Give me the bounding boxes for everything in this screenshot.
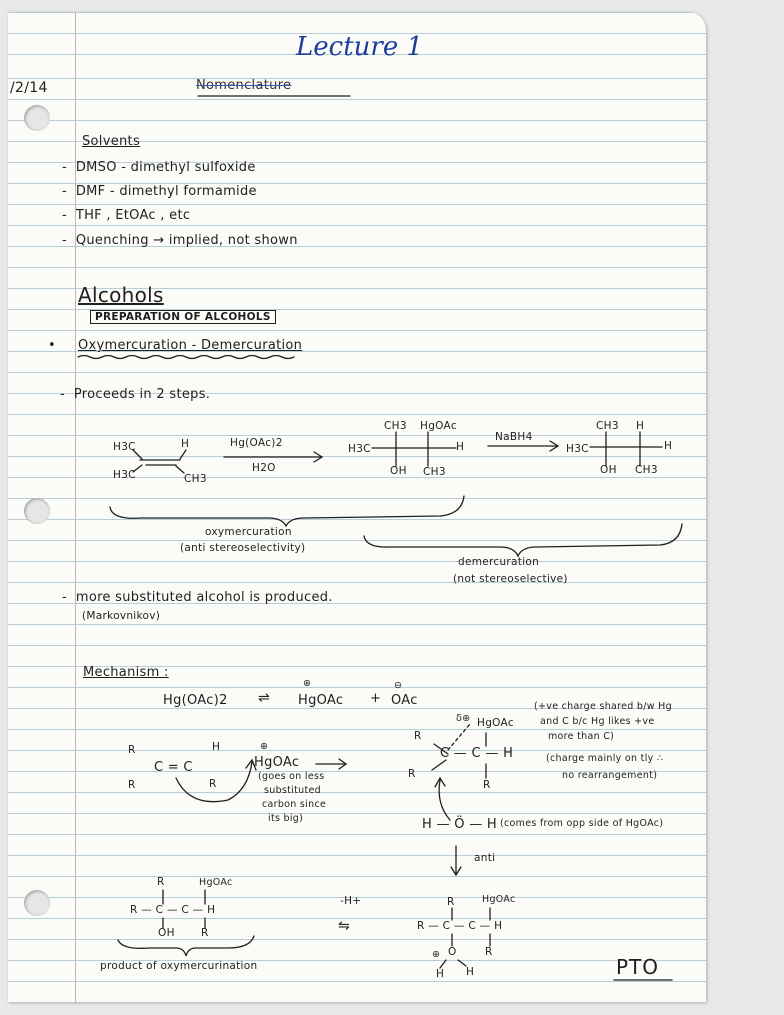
product-brace bbox=[118, 936, 254, 956]
oxonium-oxygen: O bbox=[448, 946, 457, 958]
demercuration-brace bbox=[364, 524, 682, 556]
mid-hgoac: HgOAc bbox=[420, 420, 457, 432]
product-r-bottom: R bbox=[201, 927, 209, 939]
eq-plus: + bbox=[370, 691, 382, 706]
solvent-item-quenching: - Quenching → implied, not shown bbox=[62, 233, 298, 248]
eq-acetate: OAc bbox=[391, 693, 418, 708]
oxymercuration-subheading: Oxymercuration - Demercuration bbox=[78, 338, 303, 353]
charge-note-1: (+ve charge shared b/w Hg bbox=[534, 701, 672, 712]
anti-down-arrow bbox=[451, 846, 461, 875]
goes-on-note-2: substituted bbox=[264, 785, 321, 796]
mid-h: H bbox=[456, 441, 465, 453]
reagent-hgoac2: Hg(OAc)2 bbox=[230, 437, 283, 449]
prod-h3c: H3C bbox=[566, 443, 589, 455]
alkene-double-bond bbox=[133, 450, 186, 473]
page-title: Lecture 1 bbox=[296, 32, 424, 62]
reagent-h2o: H2O bbox=[252, 462, 276, 474]
oxonium-r-top: R bbox=[447, 896, 455, 908]
anti-label: anti bbox=[474, 852, 496, 864]
mid-h3c: H3C bbox=[348, 443, 371, 455]
steps-note: - Proceeds in 2 steps. bbox=[60, 387, 211, 402]
mech-hgoac-electrophile: HgOAc bbox=[254, 755, 300, 770]
mech-r3: R bbox=[209, 778, 217, 790]
product-label: product of oxymercurination bbox=[100, 960, 258, 972]
solvent-item-thf: - THF , EtOAc , etc bbox=[62, 208, 191, 223]
bullet-dot: • bbox=[48, 338, 56, 353]
nabh4-arrow bbox=[488, 441, 558, 451]
oxonium-h-right: H bbox=[466, 966, 475, 978]
date: /2/14 bbox=[10, 80, 48, 96]
solvent-item-dmf: - DMF - dimethyl formamide bbox=[62, 184, 257, 199]
intermediate-r-bottom: R bbox=[483, 779, 491, 791]
oxymercuration-label: oxymercuration bbox=[205, 526, 292, 538]
charge-note-2: and C b/c Hg likes +ve bbox=[540, 716, 655, 727]
alkene-h3c-top: H3C bbox=[113, 441, 136, 453]
opposite-side-note: (comes from opp side of HgOAc) bbox=[500, 818, 664, 829]
oxonium-h-left: H bbox=[436, 968, 445, 980]
to-intermediate-arrow bbox=[316, 759, 346, 769]
intermediate-chain: C — C — H bbox=[440, 746, 514, 761]
prod-h-top: H bbox=[636, 420, 645, 432]
mid-ch3-top: CH3 bbox=[384, 420, 407, 432]
crossed-out-heading: Nomenclature bbox=[196, 78, 292, 93]
oxonium-hgoac: HgOAc bbox=[482, 894, 516, 905]
oxonium-chain: R — C — C — H bbox=[417, 920, 503, 932]
mech-hg-charge: ⊕ bbox=[260, 741, 269, 752]
oxymercuration-note: (anti stereoselectivity) bbox=[180, 542, 306, 554]
pto-label: PTO bbox=[616, 955, 660, 979]
mid-oh: OH bbox=[390, 465, 407, 477]
oxymercuration-brace bbox=[110, 496, 464, 526]
mech-r2: R bbox=[128, 779, 136, 791]
prod-h: H bbox=[664, 440, 673, 452]
preparation-box-label: PREPARATION OF ALCOHOLS bbox=[90, 310, 276, 324]
oxonium-charge: ⊕ bbox=[432, 949, 441, 960]
intermediate-skeleton bbox=[372, 432, 456, 466]
alcohol-skeleton bbox=[590, 432, 662, 466]
product-oh: OH bbox=[158, 927, 175, 939]
product-hgoac: HgOAc bbox=[199, 877, 233, 888]
mechanism-heading: Mechanism : bbox=[83, 665, 169, 680]
mech-alkene: C = C bbox=[154, 760, 193, 775]
deprotonation-arrow: ⇋ bbox=[338, 918, 351, 934]
eq-positive-charge: ⊕ bbox=[303, 678, 312, 689]
deprotonation-label: -H+ bbox=[340, 895, 362, 907]
goes-on-note-3: carbon since bbox=[262, 799, 327, 810]
eq-hgoac-cation: HgOAc bbox=[298, 693, 344, 708]
intermediate-r-top: R bbox=[414, 730, 422, 742]
alkene-ch3: CH3 bbox=[184, 473, 207, 485]
charge-note-5: no rearrangement) bbox=[562, 770, 658, 781]
alkene-h: H bbox=[181, 438, 190, 450]
subheading-squiggle bbox=[78, 356, 294, 359]
demercuration-label: demercuration bbox=[458, 556, 540, 568]
hg-partial-bond bbox=[448, 724, 470, 750]
oxonium-r-right: R bbox=[485, 946, 493, 958]
goes-on-note-4: its big) bbox=[268, 813, 304, 824]
intermediate-r-left: R bbox=[408, 768, 416, 780]
mech-h1: H bbox=[212, 741, 221, 753]
charge-note-3: more than C) bbox=[548, 731, 615, 742]
alkene-h3c-bottom: H3C bbox=[113, 469, 136, 481]
demercuration-note: (not stereoselective) bbox=[453, 573, 568, 585]
nabh4: NaBH4 bbox=[495, 431, 533, 443]
solvents-heading: Solvents bbox=[82, 134, 141, 149]
markovnikov-tag: (Markovnikov) bbox=[82, 610, 161, 622]
intermediate-hgoac: HgOAc bbox=[477, 717, 514, 729]
reagent-arrow bbox=[224, 452, 322, 462]
product-r-top: R bbox=[157, 876, 165, 888]
eq-hgoac2: Hg(OAc)2 bbox=[163, 693, 228, 708]
alkene-attack-arrow bbox=[176, 762, 252, 802]
equilibrium-arrow: ⇌ bbox=[258, 690, 271, 706]
product-chain: R — C — C — H bbox=[130, 904, 216, 916]
charge-note-4: (charge mainly on tly ∴ bbox=[546, 753, 664, 764]
mid-ch3-bottom: CH3 bbox=[423, 466, 446, 478]
solvent-item-dmso: - DMSO - dimethyl sulfoxide bbox=[62, 160, 256, 175]
intermediate-partial-charge: δ⊕ bbox=[456, 713, 471, 724]
mech-r1: R bbox=[128, 744, 136, 756]
water-nucleophile: H — Ö — H bbox=[422, 817, 498, 832]
alcohols-heading: Alcohols bbox=[78, 283, 164, 307]
prod-ch3-top: CH3 bbox=[596, 420, 619, 432]
prod-oh: OH bbox=[600, 464, 617, 476]
eq-negative-charge: ⊖ bbox=[394, 680, 403, 691]
goes-on-note-1: (goes on less bbox=[258, 771, 325, 782]
markovnikov-note: - more substituted alcohol is produced. bbox=[62, 590, 333, 605]
prod-ch3-bottom: CH3 bbox=[635, 464, 658, 476]
